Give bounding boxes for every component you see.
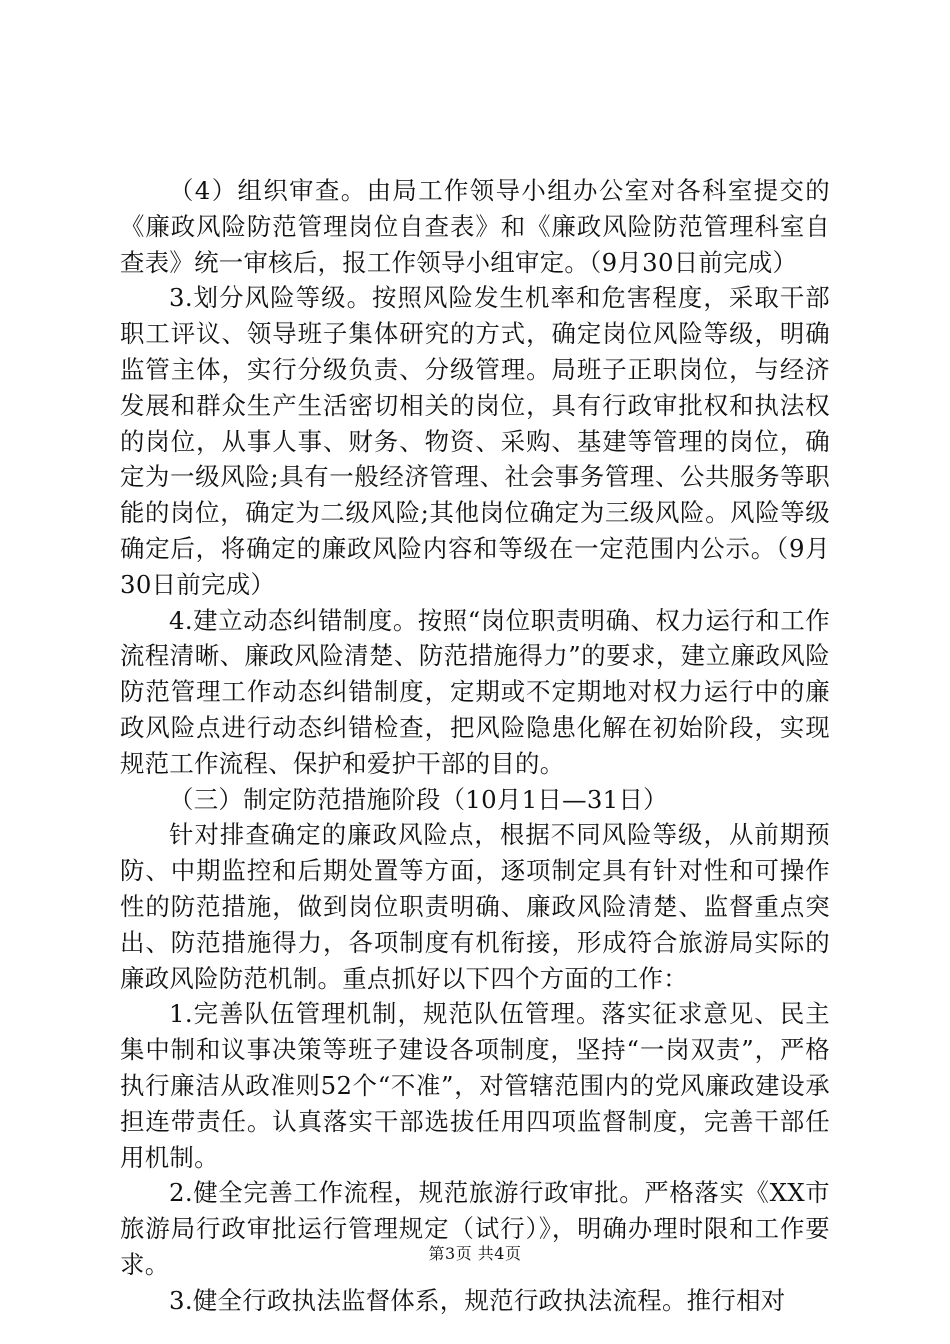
section-heading-prevention-measures: （三）制定防范措施阶段（10月1日—31日） <box>169 784 668 814</box>
page-footer: 第3页 共4页 <box>428 1244 522 1263</box>
paragraph-dynamic-correction: 4.建立动态纠错制度。按照“岗位职责明确、权力运行和工作流程清晰、廉政风险清楚、防范措施得力”的要求，建立廉政风险防范管理工作动态纠错制度，定期或不定期地对权力运行中的廉政风险点进行动态纠错检查，把风险隐患化解在初始阶段，实现规范工作流程、保护和爱护干部的目的。 <box>120 605 830 778</box>
paragraph-prevention-overview: 针对排查确定的廉政风险点，根据不同风险等级，从前期预防、中期监控和后期处置等方面，逐项制定具有针对性和可操作性的防范措施，做到岗位职责明确、廉政风险清楚、监督重点突出、防范措施得力，各项制度有机衔接，形成符合旅游局实际的廉政风险防范机制。重点抓好以下四个方面的工作： <box>120 820 830 993</box>
paragraph-team-management: 1.完善队伍管理机制，规范队伍管理。落实征求意见、民主集中制和议事决策等班子建设各项制度，坚持“一岗双责”，严格执行廉洁从政准则52个“不准”，对管辖范围内的党风廉政建设承担连带责任。认真落实干部选拔任用四项监督制度，完善干部任用机制。 <box>120 999 830 1172</box>
document-body <box>120 173 830 1319</box>
paragraph-work-process: 2.健全完善工作流程，规范旅游行政审批。严格落实《XX市旅游局行政审批运行管理规定（试行）》，明确办理时限和工作要求。 <box>120 1178 830 1279</box>
paragraph-law-enforcement: 3.健全行政执法监督体系，规范行政执法流程。推行相对 <box>169 1285 786 1315</box>
paragraph-risk-levels: 3.划分风险等级。按照风险发生机率和危害程度，采取干部职工评议、领导班子集体研究的方式，确定岗位风险等级，明确监管主体，实行分级负责、分级管理。局班子正职岗位，与经济发展和群众生产生活密切相关的岗位，具有行政审批权和执法权的岗位，从事人事、财务、物资、采购、基建等管理的岗位，确定为一级风险;具有一般经济管理、社会事务管理、公共服务等职能的岗位，确定为二级风险;其他岗位确定为三级风险。风险等级确定后，将确定的廉政风险内容和等级在一定范围内公示。（9月30日前完成） <box>120 283 830 599</box>
paragraph-organize-review: （4）组织审查。由局工作领导小组办公室对各科室提交的《廉政风险防范管理岗位自查表》和《廉政风险防范管理科室自查表》统一审核后，报工作领导小组审定。（9月30日前完成） <box>120 176 830 277</box>
